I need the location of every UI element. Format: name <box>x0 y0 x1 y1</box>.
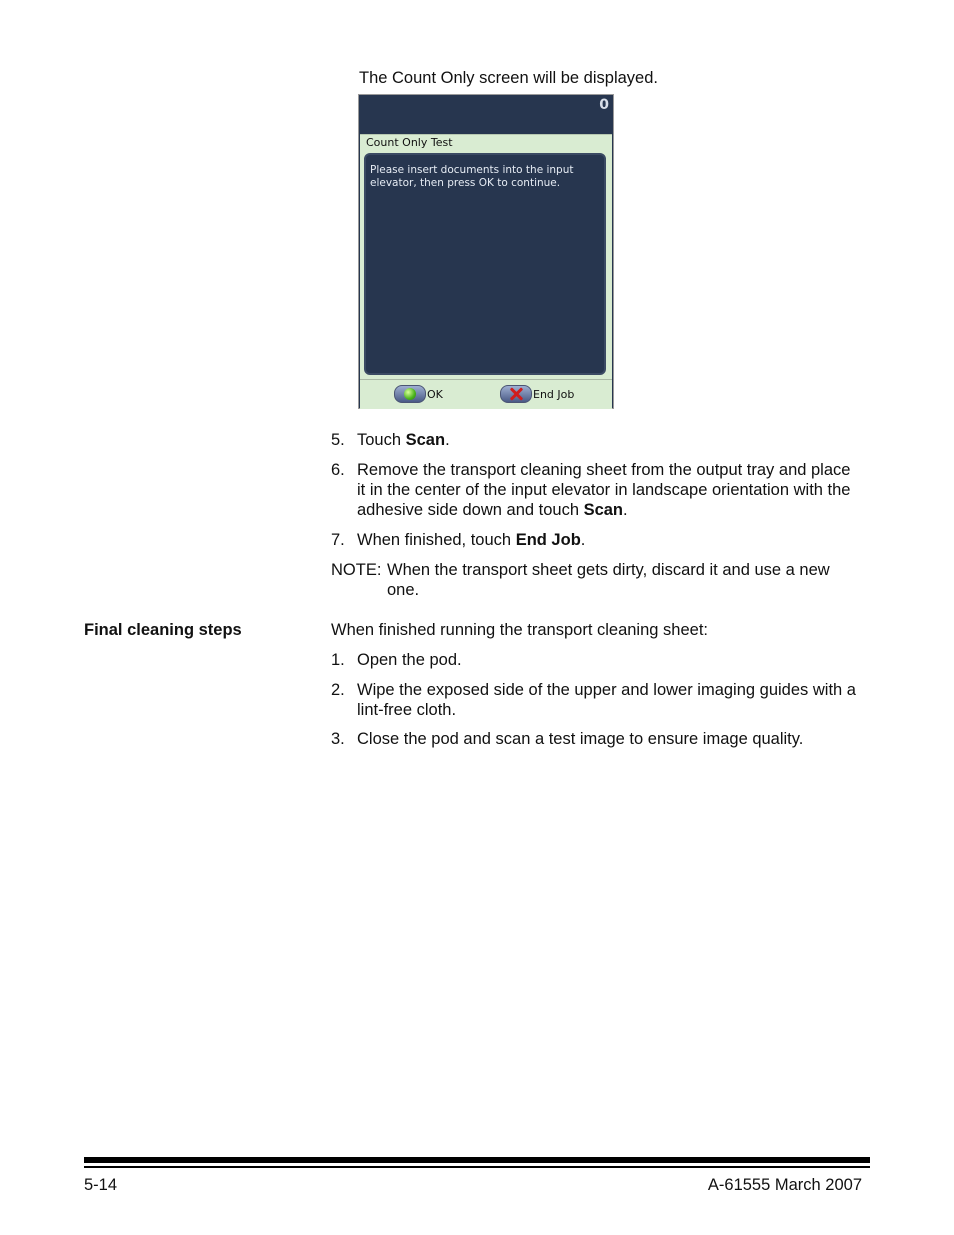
section-heading: Final cleaning steps <box>84 621 242 639</box>
step-text-line: Wipe the exposed side of the upper and lower imaging guides with a <box>357 681 856 699</box>
step-text-line: lint-free cloth. <box>357 701 457 719</box>
step-text-line: Remove the transport cleaning sheet from the output tray and place <box>357 461 851 479</box>
ok-icon <box>394 385 426 403</box>
page-number: 5-14 <box>84 1176 118 1194</box>
step-number: 7. <box>331 531 345 549</box>
step-number: 3. <box>331 730 345 748</box>
intro-text: The Count Only screen will be displayed. <box>359 69 658 87</box>
end-job-button-label: End Job <box>533 387 575 401</box>
note-text-line: one. <box>387 581 420 599</box>
footer-rule <box>84 1157 870 1163</box>
step-text: When finished, touch End Job. <box>357 531 586 549</box>
step-text-line: it in the center of the input elevator in landscape orientation with the <box>357 481 851 499</box>
footer-rule-thin <box>84 1166 870 1168</box>
dialog-panel <box>360 134 612 409</box>
document-counter: 0 <box>599 97 609 113</box>
step-text-line: Open the pod. <box>357 651 462 669</box>
button-bar <box>360 379 612 408</box>
message-text: Please insert documents into the input elevator, then press OK to continue. <box>370 164 574 189</box>
note-text-line: When the transport sheet gets dirty, discard it and use a new <box>387 561 830 579</box>
document-id: A-61555 March 2007 <box>707 1176 862 1194</box>
message-box <box>364 153 606 375</box>
note-label: NOTE: <box>331 561 382 579</box>
count-only-screen <box>358 94 614 409</box>
step-text: Touch Scan. <box>357 431 450 449</box>
step-number: 6. <box>331 461 345 479</box>
dialog-title: Count Only Test <box>366 136 453 149</box>
ok-button-label: OK <box>427 387 443 401</box>
step-text-line: Close the pod and scan a test image to ensure image quality. <box>357 730 804 748</box>
step-text-line: adhesive side down and touch Scan. <box>357 501 628 519</box>
step-number: 5. <box>331 431 345 449</box>
step-number: 2. <box>331 681 345 699</box>
end-job-button[interactable] <box>500 384 574 404</box>
step-number: 1. <box>331 651 345 669</box>
ok-button[interactable] <box>394 384 443 404</box>
section-intro: When finished running the transport cleaning sheet: <box>331 621 708 639</box>
close-icon <box>500 385 532 403</box>
